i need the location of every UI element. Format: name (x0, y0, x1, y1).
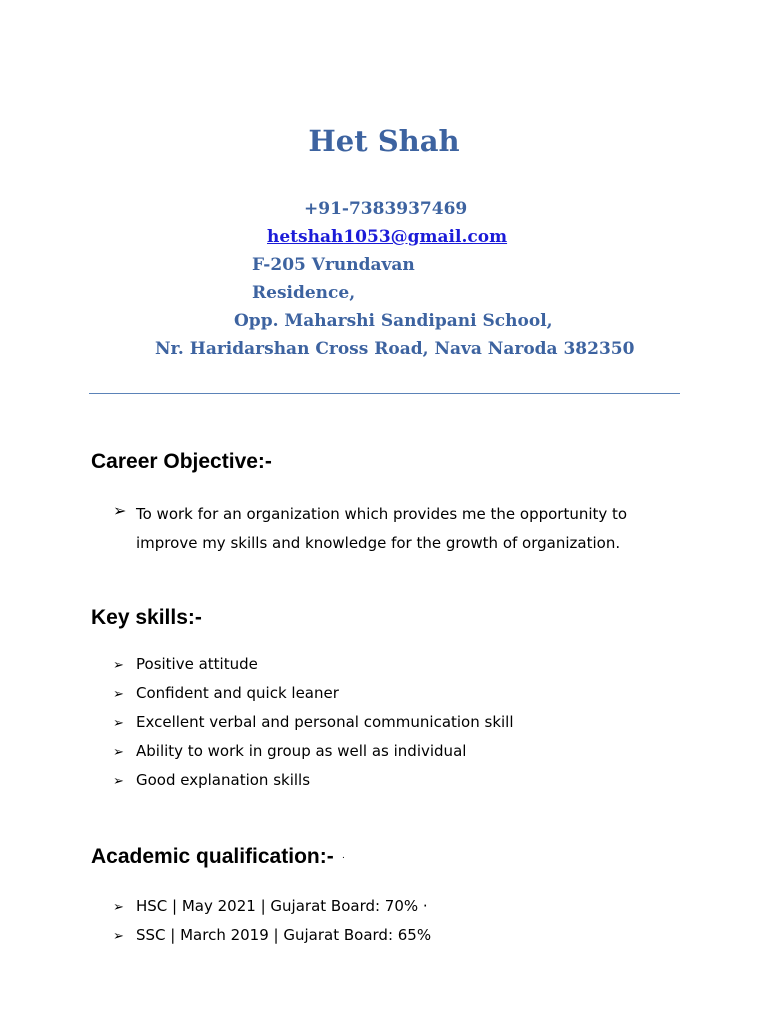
list-item: ➢ Excellent verbal and personal communication skill (113, 708, 514, 737)
arrowhead-bullet-icon: ➢ (113, 774, 124, 789)
address-line-1: F-205 Vrundavan (252, 255, 415, 275)
key-skills-list (113, 650, 514, 795)
header-divider (89, 393, 680, 394)
academic-qualification-heading: Academic qualification:- · (91, 845, 346, 868)
list-item: ➢ HSC | May 2021 | Gujarat Board: 70% · (113, 892, 431, 921)
career-objective-text: To work for an organization which provides me the opportunity to improve my skills and knowledge for the growth of organization. (136, 505, 628, 552)
list-item: ➢ Positive attitude (113, 650, 514, 679)
arrowhead-bullet-icon: ➢ (113, 658, 124, 673)
key-skills-heading: Key skills:- (91, 606, 202, 629)
arrowhead-bullet-icon: ➢ (113, 900, 124, 915)
list-item: ➢ Good explanation skills (113, 766, 514, 795)
address-line-3: Opp. Maharshi Sandipani School, (234, 311, 553, 331)
list-item: ➢ SSC | March 2019 | Gujarat Board: 65% (113, 921, 431, 950)
list-item: ➢ Ability to work in group as well as individual (113, 737, 514, 766)
academic-qualification-list (113, 892, 431, 950)
arrowhead-bullet-icon: ➢ (113, 745, 124, 760)
email-link[interactable]: hetshah1053@gmail.com (267, 227, 508, 247)
address-line-4: Nr. Haridarshan Cross Road, Nava Naroda 382350 (155, 339, 635, 359)
arrowhead-bullet-icon: ➢ (113, 716, 124, 731)
address-line-2: Residence, (252, 283, 356, 303)
arrowhead-bullet-icon: ➢ (113, 929, 124, 944)
list-item: ➢ Confident and quick leaner (113, 679, 514, 708)
trailing-dot: · (341, 851, 346, 863)
career-objective-paragraph (113, 500, 693, 558)
career-objective-heading: Career Objective:- (91, 450, 272, 473)
arrowhead-bullet-icon: ➢ (113, 501, 127, 520)
arrowhead-bullet-icon: ➢ (113, 687, 124, 702)
phone-number: +91-7383937469 (304, 199, 468, 219)
candidate-name: Het Shah (308, 124, 460, 158)
